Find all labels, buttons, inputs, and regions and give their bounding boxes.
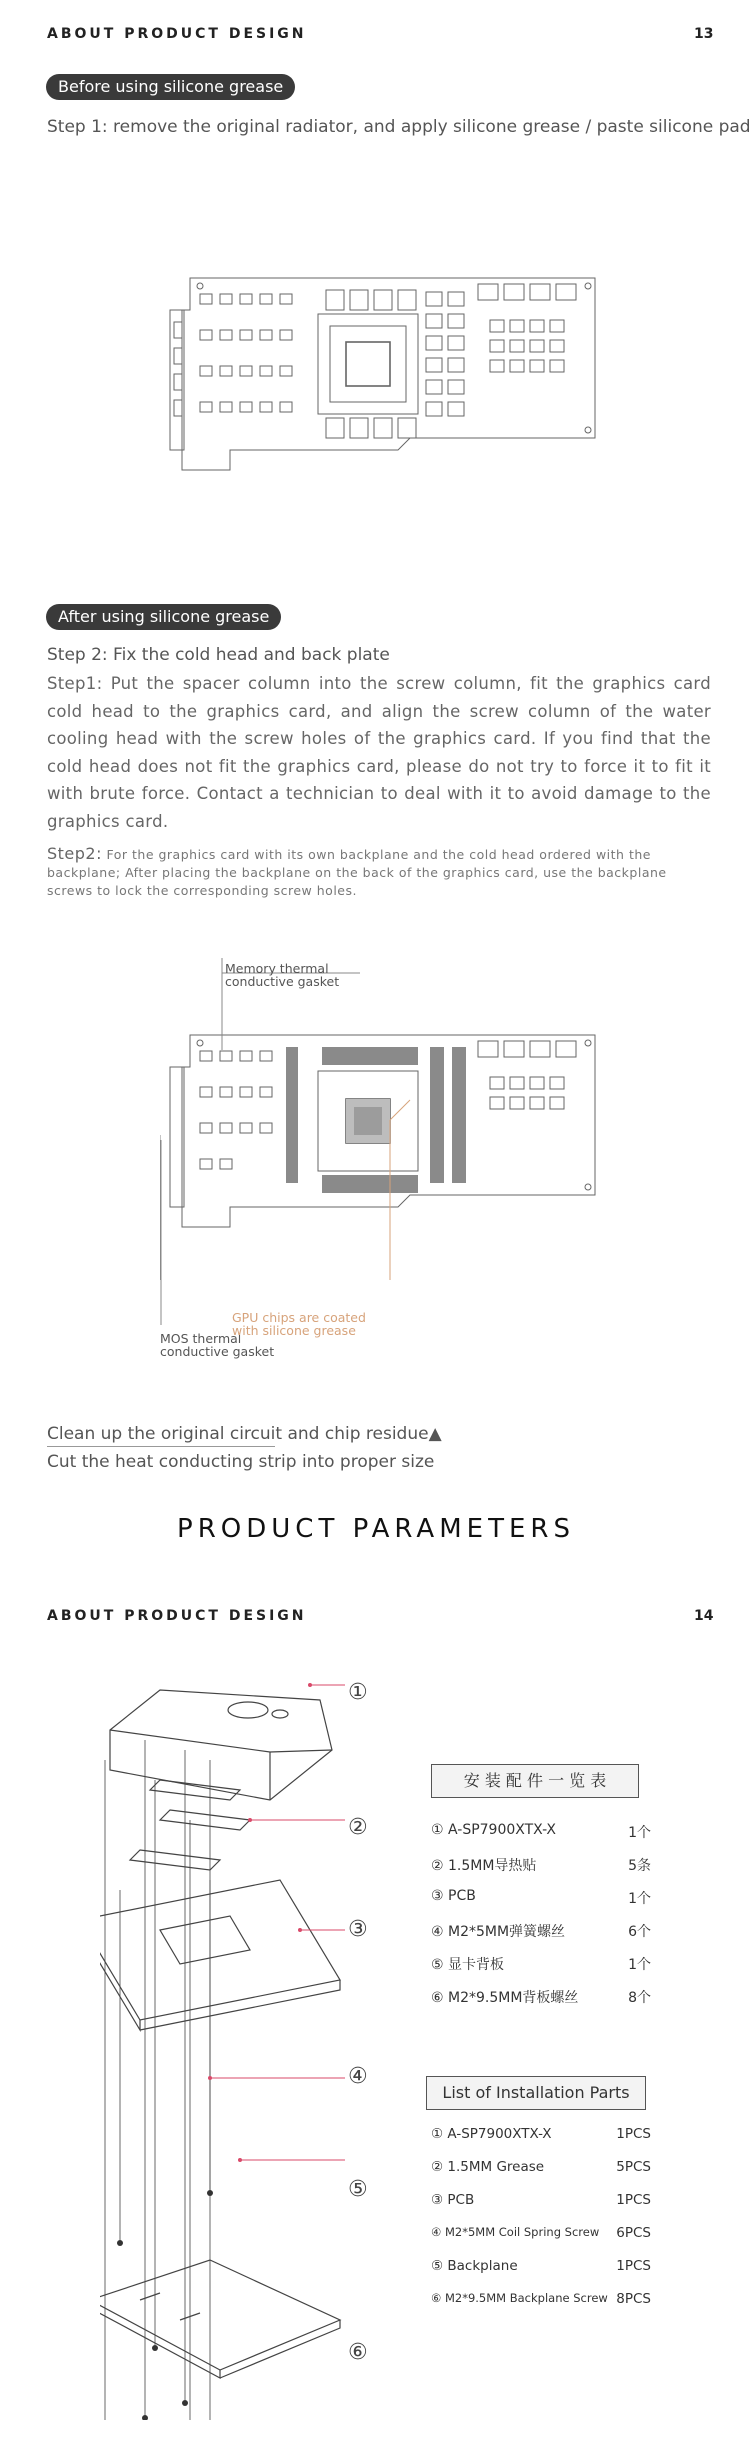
callout-gpu-line1: GPU chips are coated: [232, 1310, 366, 1325]
en-part-qty: 5PCS: [616, 2159, 651, 2175]
callout-2: ②: [348, 1815, 368, 1840]
callout-mos-line2: conductive gasket: [160, 1344, 275, 1359]
callout-1: ①: [348, 1680, 368, 1705]
cn-part-name: ④ M2*5MM弹簧螺丝: [431, 1924, 566, 1940]
step2-paragraph: Step1: Put the spacer column into the screw column, fit the graphics card cold head to the graphics card, and align the screw column of the water cooling head with the screw holes of the graphics card. If you find that the cold head does not fit the graphics card, please do not try to force it to fit it with brute force. Contact a technician to deal with it to avoid damage to the graphics card.: [47, 674, 711, 831]
callout-4: ④: [348, 2064, 368, 2089]
callout-5: ⑤: [348, 2177, 368, 2202]
en-part-row: [431, 2126, 651, 2146]
en-part-qty: 8PCS: [616, 2291, 651, 2307]
cn-part-row: [431, 1987, 651, 2007]
pcb-before-illustration: [160, 270, 600, 480]
callout-6: ⑥: [348, 2340, 368, 2365]
step2b-note: [47, 845, 711, 900]
en-part-name: ③ PCB: [431, 2192, 475, 2208]
callout-memory-line1: Memory thermal: [225, 961, 329, 976]
step2-heading: Step 2: Fix the cold head and back plate: [47, 645, 390, 665]
params-title: PRODUCT PARAMETERS: [177, 1514, 575, 1544]
exploded-view-illustration: [100, 1680, 420, 2420]
en-part-name: ⑤ Backplane: [431, 2258, 518, 2274]
divider: [47, 1446, 275, 1447]
cn-part-qty: 6个: [628, 1924, 651, 1940]
en-part-row: [431, 2192, 651, 2212]
cn-part-name: ① A-SP7900XTX-X: [431, 1822, 557, 1838]
cn-part-qty: 1个: [628, 1825, 651, 1841]
en-part-row: [431, 2225, 651, 2245]
en-part-name: ① A-SP7900XTX-X: [431, 2126, 552, 2142]
cn-part-name: ⑥ M2*9.5MM背板螺丝: [431, 1990, 579, 2006]
clean-note: Clean up the original circuit and chip residue▲: [47, 1424, 442, 1444]
en-part-row: [431, 2258, 651, 2278]
step2b-text: For the graphics card with its own backplane and the cold head ordered with the backplane; After placing the backplane on the back of the graphics card, use the backplane screws to lock the corresponding screw holes.: [47, 847, 667, 898]
section-title-2: ABOUT PRODUCT DESIGN: [47, 1608, 307, 1624]
cut-note: Cut the heat conducting strip into proper size: [47, 1452, 435, 1472]
step1-text: Step 1: remove the original radiator, and apply silicone grease / paste silicone pad: [47, 117, 751, 137]
en-part-name: ② 1.5MM Grease: [431, 2159, 545, 2175]
section-title: ABOUT PRODUCT DESIGN: [47, 26, 307, 42]
cn-parts-title: 安 装 配 件 一 览 表: [431, 1764, 639, 1798]
after-badge: After using silicone grease: [46, 604, 281, 630]
cn-parts-list: [431, 1822, 651, 2022]
cn-part-qty: 1个: [628, 1891, 651, 1907]
en-part-qty: 1PCS: [616, 2126, 651, 2142]
en-part-name: ④ M2*5MM Coil Spring Screw: [431, 2225, 600, 2239]
cn-part-qty: 8个: [628, 1990, 651, 2006]
en-part-qty: 1PCS: [616, 2258, 651, 2274]
before-badge: Before using silicone grease: [46, 74, 295, 100]
cn-part-name: ③ PCB: [431, 1888, 476, 1904]
en-part-row: [431, 2159, 651, 2179]
en-parts-list: [431, 2126, 651, 2326]
cn-part-row: [431, 1921, 651, 1941]
cn-part-name: ② 1.5MM导热贴: [431, 1858, 537, 1874]
callout-gpu-line2: with silicone grease: [232, 1323, 356, 1338]
page-number-2: 14: [694, 1608, 714, 1624]
callout-mos-line1: MOS thermal: [160, 1331, 242, 1346]
en-part-row: [431, 2291, 651, 2311]
en-parts-title: List of Installation Parts: [426, 2076, 646, 2110]
page-number: 13: [694, 26, 714, 42]
en-part-qty: 6PCS: [616, 2225, 651, 2241]
pcb-after-illustration: [160, 950, 600, 1340]
cn-part-qty: 1个: [628, 1957, 651, 1973]
callout-3: ③: [348, 1917, 368, 1942]
en-part-name: ⑥ M2*9.5MM Backplane Screw: [431, 2291, 608, 2305]
step2b-label: Step2:: [47, 844, 102, 863]
mos-callout-line: [160, 1080, 180, 1330]
callout-gpu: [232, 1311, 366, 1337]
callout-memory: [225, 962, 339, 988]
cn-part-name: ⑤ 显卡背板: [431, 1957, 505, 1973]
cn-part-qty: 5条: [628, 1858, 651, 1874]
cn-part-row: [431, 1822, 651, 1842]
en-part-qty: 1PCS: [616, 2192, 651, 2208]
cn-part-row: [431, 1954, 651, 1974]
callout-memory-line2: conductive gasket: [225, 974, 340, 989]
cn-part-row: [431, 1855, 651, 1875]
cn-part-row: [431, 1888, 651, 1908]
